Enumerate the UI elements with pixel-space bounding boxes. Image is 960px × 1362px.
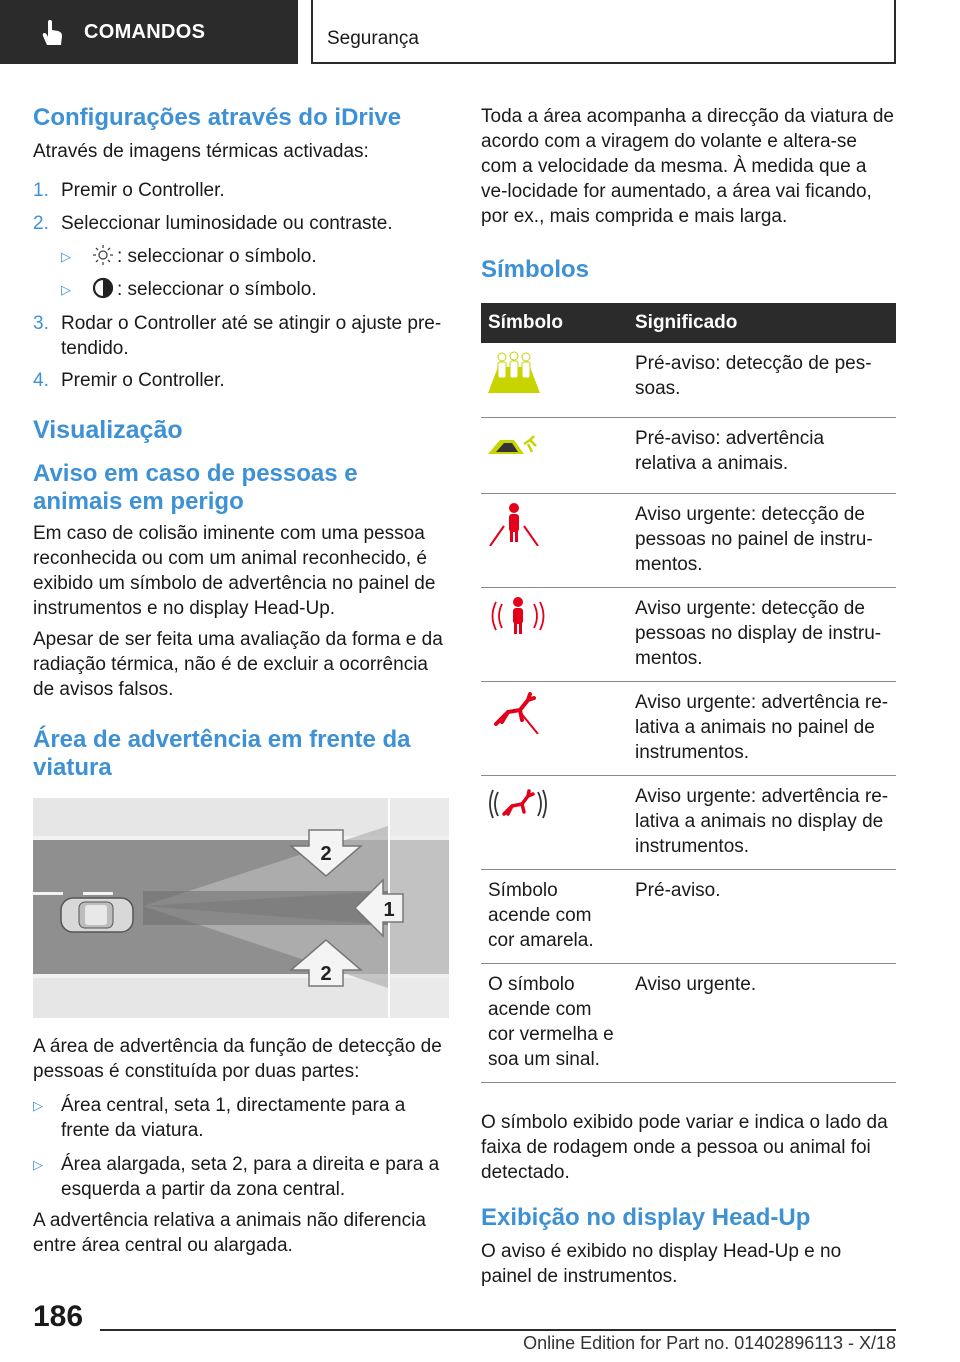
para-area: A área de advertência da função de detecção de pessoas é constituída por duas partes: <box>33 1036 442 1082</box>
triangle-bullet-icon: ▷ <box>61 282 71 297</box>
animal-warning-yellow-icon <box>488 430 540 460</box>
symbols-table <box>481 303 896 1083</box>
right-column <box>481 100 896 1289</box>
heading-visualizacao: Visualização <box>33 416 183 444</box>
area-bullet-1: ▷ Área central, seta 1, directamente para a frente da viatura. <box>33 1095 406 1141</box>
sub-bullet-contrast: ▷ : seleccionar o símbolo. <box>61 279 317 300</box>
arrow-label-1: 1 <box>383 899 395 921</box>
heading-headup: Exibição no display Head-Up <box>481 1203 811 1231</box>
step-3: 3. Rodar o Controller até se atingir o ajuste pre-tendido. <box>33 313 442 359</box>
hand-pointer-icon <box>34 14 70 50</box>
step-4: 4. Premir o Controller. <box>33 370 225 391</box>
footer-divider <box>100 1329 896 1331</box>
para-aviso-2: Apesar de ser feita uma avaliação da forma e da radiação térmica, não é de excluir a ocorrência de avisos falsos. <box>33 629 443 700</box>
heading-aviso: Aviso em caso de pessoas e animais em perigo <box>33 460 358 515</box>
brightness-icon <box>89 244 117 266</box>
col-header-meaning: Significado <box>628 303 896 343</box>
warning-area-diagram <box>33 798 449 1018</box>
para-animais: A advertência relativa a animais não diferencia entre área central ou alargada. <box>33 1210 426 1256</box>
triangle-bullet-icon: ▷ <box>33 1157 43 1172</box>
pedestrian-red-icon <box>488 502 540 546</box>
table-row: Aviso urgente: detecção de pessoas no painel de instru-mentos. <box>481 493 896 587</box>
table-row: Aviso urgente: detecção de pessoas no display de instru-mentos. <box>481 587 896 681</box>
left-column <box>33 100 449 1258</box>
chapter-tab <box>0 0 298 64</box>
col-header-symbol: Símbolo <box>481 303 628 343</box>
table-row: Aviso urgente: advertência re-lativa a animais no display de instrumentos. <box>481 775 896 869</box>
deer-red-icon <box>488 690 540 734</box>
table-row: O símbolo acende com cor vermelha e soa um sinal. Aviso urgente. <box>481 963 896 1082</box>
table-row: Pré-aviso: detecção de pes-soas. <box>481 343 896 417</box>
edition-text: Online Edition for Part no. 01402896113 - X/18 <box>523 1333 896 1353</box>
contrast-icon <box>89 277 117 299</box>
heading-area: Área de advertência em frente da viatura <box>33 726 411 781</box>
table-row: Pré-aviso: advertência relativa a animais. <box>481 417 896 493</box>
para-aviso-1: Em caso de colisão iminente com uma pessoa reconhecida ou com um animal reconhecido, é exibido um símbolo de advertência no painel de instrumentos e no display Head-Up. <box>33 523 436 619</box>
area-bullet-2: ▷ Área alargada, seta 2, para a direita e para a esquerda a partir da zona central. <box>33 1154 440 1200</box>
para-variar: O símbolo exibido pode variar e indica o lado da faixa de rodagem onde a pessoa ou animal foi detectado. <box>481 1111 888 1183</box>
deer-red-waves-icon <box>488 784 548 824</box>
page-number: 186 <box>33 1300 84 1333</box>
arrow-label-2-bottom: 2 <box>320 963 332 985</box>
arrow-label-2-top: 2 <box>320 843 332 865</box>
heading-simbolos: Símbolos <box>481 256 590 283</box>
para-config: Através de imagens térmicas activadas: <box>33 141 369 162</box>
triangle-bullet-icon: ▷ <box>33 1098 43 1113</box>
sub-bullet-brightness: ▷ : seleccionar o símbolo. <box>61 246 317 267</box>
section-header <box>311 0 896 64</box>
pedestrian-red-waves-icon <box>488 596 548 636</box>
table-row: Aviso urgente: advertência re-lativa a animais no painel de instrumentos. <box>481 681 896 775</box>
chapter-label: COMANDOS <box>84 20 206 43</box>
car-icon <box>61 898 133 932</box>
table-row: Símbolo acende com cor amarela. Pré-aviso. <box>481 869 896 963</box>
triangle-bullet-icon: ▷ <box>61 249 71 264</box>
para-headup: O aviso é exibido no display Head-Up e no painel de instrumentos. <box>481 1240 842 1287</box>
heading-config: Configurações através do iDrive <box>33 104 402 131</box>
pedestrians-yellow-icon <box>488 351 540 393</box>
step-2: 2. Seleccionar luminosidade ou contraste. <box>33 213 393 234</box>
section-title: Segurança <box>327 28 419 49</box>
para-toda-area: Toda a área acompanha a direcção da viatura de acordo com a viragem do volante e altera-se com a velocidade da mesma. À medida que a ve-locidade for aumentado, a área vai ficando, por ex., mais comprida e mais larga. <box>481 106 894 227</box>
step-1: 1. Premir o Controller. <box>33 180 225 201</box>
